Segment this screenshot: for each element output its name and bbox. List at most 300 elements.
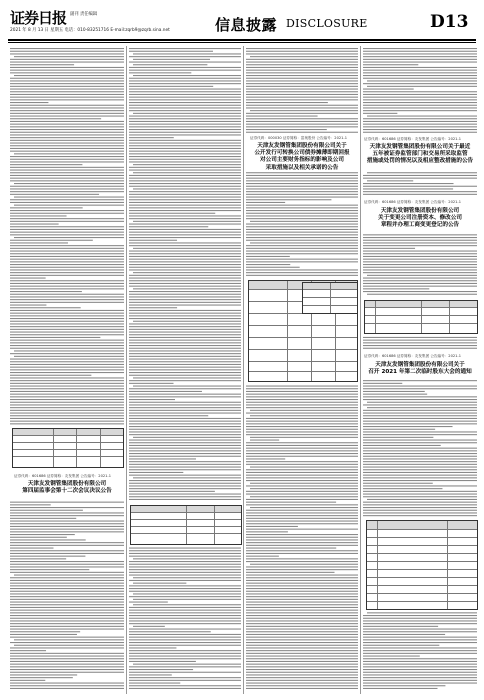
text-line — [363, 278, 477, 279]
text-line — [129, 472, 183, 473]
text-line — [129, 429, 241, 430]
text-line — [129, 261, 241, 262]
text-line — [10, 156, 124, 157]
text-line — [129, 361, 241, 362]
text-line — [10, 599, 124, 600]
text-line — [10, 145, 124, 146]
text-line — [246, 213, 358, 214]
text-line — [363, 488, 442, 489]
text-line — [129, 310, 241, 311]
text-line — [129, 359, 241, 360]
text-line — [246, 124, 358, 125]
text-line — [246, 388, 358, 389]
text-line — [250, 242, 358, 243]
text-line — [129, 110, 241, 111]
text-line — [363, 175, 477, 176]
text-line — [129, 610, 241, 611]
text-line — [246, 121, 358, 122]
text-line — [10, 178, 124, 179]
text-line — [14, 183, 124, 184]
text-line — [363, 631, 477, 632]
text-line — [246, 612, 358, 613]
text-line — [10, 137, 124, 138]
text-line — [129, 153, 241, 154]
text-line — [10, 591, 124, 592]
text-line — [129, 161, 241, 162]
text-line — [363, 259, 477, 260]
text-line — [10, 642, 124, 643]
text-line — [129, 688, 241, 689]
text-line — [129, 666, 241, 667]
text-line — [10, 305, 46, 306]
text-line — [129, 218, 241, 219]
section-title: 信息披露 — [215, 16, 278, 34]
text-line — [10, 367, 124, 368]
text-line — [10, 410, 124, 411]
text-line — [129, 639, 241, 640]
text-line — [10, 253, 124, 254]
text-line — [129, 418, 241, 419]
text-line — [14, 56, 124, 57]
text-line — [129, 461, 241, 462]
text-line — [129, 99, 241, 100]
text-line — [363, 620, 477, 621]
text-line — [10, 688, 124, 689]
text-line — [10, 386, 124, 387]
text-line — [363, 124, 477, 125]
text-line — [246, 453, 358, 454]
text-line — [246, 553, 358, 554]
text-line — [129, 488, 241, 489]
text-line — [246, 396, 358, 397]
text-line — [129, 156, 241, 157]
text-line — [129, 410, 241, 411]
text-line — [10, 332, 124, 333]
text-line — [246, 426, 358, 427]
text-line — [363, 280, 477, 281]
text-line — [129, 202, 241, 203]
text-line — [14, 205, 124, 206]
text-line — [129, 620, 241, 621]
text-line — [129, 661, 196, 662]
text-line — [246, 653, 358, 654]
text-line — [363, 440, 477, 441]
text-line — [10, 259, 124, 260]
text-line — [250, 440, 279, 441]
text-line — [10, 556, 85, 557]
text-line — [129, 607, 241, 608]
text-line — [10, 615, 124, 616]
text-line — [363, 267, 477, 268]
text-line — [10, 415, 124, 416]
text-line — [246, 504, 358, 505]
text-line — [10, 302, 124, 303]
text-line — [246, 256, 290, 257]
text-line — [363, 404, 477, 405]
text-line — [10, 396, 124, 397]
text-line — [129, 650, 241, 651]
text-line — [10, 191, 124, 192]
proposal-table — [366, 520, 478, 610]
text-line — [129, 269, 241, 270]
text-line — [129, 286, 241, 287]
text-line — [363, 97, 477, 98]
text-line — [363, 423, 477, 424]
text-line — [363, 637, 477, 638]
text-line — [10, 531, 124, 532]
text-line — [129, 197, 241, 198]
text-line — [246, 240, 358, 241]
text-line — [363, 59, 477, 60]
text-line — [246, 469, 358, 470]
text-line — [10, 291, 82, 292]
text-line — [129, 353, 241, 354]
text-line — [10, 334, 124, 335]
text-line — [246, 674, 358, 675]
text-line — [129, 56, 241, 57]
text-line — [133, 221, 241, 222]
text-line — [363, 502, 477, 503]
text-line — [363, 105, 477, 106]
text-line — [363, 504, 477, 505]
text-line — [129, 402, 241, 403]
text-line — [250, 56, 358, 57]
text-line — [133, 558, 241, 559]
text-line — [363, 126, 477, 127]
text-line — [10, 666, 124, 667]
text-line — [250, 437, 358, 438]
text-line — [10, 294, 124, 295]
text-line — [129, 334, 241, 335]
text-line — [129, 372, 241, 373]
text-line — [246, 618, 358, 619]
text-line — [363, 67, 477, 68]
text-line — [133, 248, 241, 249]
text-line — [363, 121, 477, 122]
text-line — [133, 604, 241, 605]
text-line — [129, 72, 191, 73]
text-line — [10, 348, 124, 349]
text-line — [246, 51, 358, 52]
text-line — [129, 167, 241, 168]
text-line — [246, 548, 336, 549]
text-line — [129, 680, 241, 681]
text-line — [246, 83, 358, 84]
announcement-title: 天津友发钢管集团股份有限公司关于最近 五年被证券监管部门和交易所采取监管 措施或处罚的情况以及相应整改措施的公告 — [366, 144, 474, 165]
text-line — [129, 658, 241, 659]
text-line — [363, 72, 477, 73]
text-line — [129, 62, 241, 63]
text-line — [129, 553, 241, 554]
text-line — [363, 418, 477, 419]
text-line — [363, 512, 477, 513]
text-line — [250, 221, 358, 222]
text-line — [246, 494, 358, 495]
text-line — [10, 588, 124, 589]
text-line — [14, 197, 124, 198]
text-line — [363, 669, 477, 670]
text-line — [10, 523, 124, 524]
text-line — [363, 456, 477, 457]
text-line — [129, 191, 241, 192]
text-line — [246, 575, 358, 576]
text-line — [10, 326, 124, 327]
text-line — [246, 118, 358, 119]
text-line — [129, 399, 175, 400]
text-line — [129, 413, 241, 414]
text-line — [10, 232, 124, 233]
text-line — [367, 86, 477, 87]
text-line — [10, 129, 124, 130]
text-line — [246, 642, 358, 643]
text-line — [14, 645, 124, 646]
text-line — [246, 515, 358, 516]
text-line — [10, 121, 124, 122]
text-line — [129, 102, 241, 103]
text-line — [246, 429, 358, 430]
text-line — [133, 377, 241, 378]
text-line — [246, 458, 285, 459]
text-line — [10, 89, 124, 90]
text-line — [129, 183, 241, 184]
text-line — [246, 688, 358, 689]
text-line — [129, 151, 241, 152]
text-line — [10, 323, 124, 324]
announcement-code-line: 证券代码：601686 证券简称：友发集团 公告编号：2021-1 — [14, 474, 112, 478]
text-line — [246, 531, 288, 532]
text-line — [10, 564, 124, 565]
text-line — [363, 639, 477, 640]
text-line — [363, 666, 477, 667]
text-line — [10, 413, 124, 414]
text-line — [10, 199, 124, 200]
text-line — [363, 664, 477, 665]
text-line — [246, 456, 358, 457]
newspaper-logo: 证券日报 — [10, 9, 67, 27]
announcement-code-line: 证券代码：000030 证券简称：富奥股份 公告编号：2021-1 — [250, 136, 348, 140]
text-line — [246, 450, 358, 451]
text-line — [10, 172, 124, 173]
text-line — [246, 577, 358, 578]
text-line — [363, 431, 477, 432]
text-line — [246, 129, 327, 130]
text-line — [129, 475, 241, 476]
text-line — [129, 240, 177, 241]
text-line — [129, 342, 241, 343]
text-line — [10, 80, 124, 81]
text-line — [246, 588, 358, 589]
text-line — [363, 256, 477, 257]
text-line — [246, 210, 358, 211]
text-line — [246, 591, 358, 592]
text-line — [129, 70, 241, 71]
text-line — [10, 593, 124, 594]
text-line — [367, 116, 477, 117]
text-line — [10, 383, 124, 384]
text-line — [10, 313, 124, 314]
text-line — [10, 53, 124, 54]
text-line — [246, 658, 358, 659]
text-line — [246, 510, 358, 511]
text-line — [129, 572, 241, 573]
text-line — [133, 477, 241, 478]
text-line — [129, 143, 241, 144]
text-line — [129, 194, 241, 195]
text-line — [129, 591, 241, 592]
text-line — [10, 213, 124, 214]
text-line — [10, 526, 124, 527]
text-line — [10, 188, 124, 189]
text-line — [10, 515, 124, 516]
text-line — [129, 653, 241, 654]
text-line — [10, 361, 124, 362]
text-line — [246, 680, 358, 681]
text-line — [367, 275, 477, 276]
text-line — [246, 561, 358, 562]
text-line — [133, 75, 241, 76]
announcement-title: 天津友发钢管集团股份有限公司 关于变更公司注册资本、修改公司 章程并办理工商变更登记的公告 — [378, 208, 462, 229]
announcement-title: 天津友发钢管集团股份有限公司 第四届监事会第十二次会议决议公告 — [22, 481, 112, 495]
text-line — [10, 272, 124, 273]
text-line — [363, 396, 477, 397]
text-line — [363, 83, 477, 84]
text-line — [246, 418, 358, 419]
text-line — [129, 199, 241, 200]
text-line — [246, 523, 358, 524]
text-line — [10, 269, 124, 270]
text-line — [129, 326, 241, 327]
text-line — [129, 356, 241, 357]
text-line — [363, 650, 477, 651]
text-line — [363, 469, 477, 470]
text-line — [246, 445, 358, 446]
text-line — [363, 688, 437, 689]
text-line — [246, 464, 358, 465]
text-line — [129, 369, 241, 370]
text-line — [367, 294, 477, 295]
text-line — [363, 53, 477, 54]
text-line — [246, 172, 358, 173]
date-contact-line: 2021 年 8 月 13 日 星期五 电话：010-83251716 E-mail:zqrb9@zqrb.sina.net — [10, 28, 170, 33]
text-line — [246, 248, 358, 249]
text-line — [10, 186, 124, 187]
text-line — [363, 453, 477, 454]
text-line — [363, 283, 477, 284]
text-line — [246, 423, 358, 424]
text-line — [129, 97, 241, 98]
text-line — [10, 661, 124, 662]
text-line — [363, 437, 433, 438]
text-line — [363, 461, 477, 462]
text-line — [10, 337, 100, 338]
text-line — [10, 550, 124, 551]
text-line — [10, 107, 124, 108]
text-line — [129, 685, 241, 686]
text-line — [10, 507, 124, 508]
text-line — [10, 377, 124, 378]
text-line — [363, 337, 477, 338]
text-line — [363, 188, 453, 189]
text-line — [129, 494, 241, 495]
text-line — [129, 450, 241, 451]
text-line — [246, 80, 358, 81]
text-line — [129, 499, 241, 500]
text-line — [10, 218, 124, 219]
text-line — [129, 83, 241, 84]
text-line — [246, 602, 358, 603]
text-line — [250, 110, 358, 111]
text-line — [246, 556, 279, 557]
text-line — [10, 110, 124, 111]
text-line — [363, 48, 477, 49]
text-line — [363, 647, 477, 648]
text-line — [363, 494, 477, 495]
text-line — [246, 539, 358, 540]
text-line — [129, 67, 241, 68]
text-line — [129, 283, 241, 284]
text-line — [129, 340, 241, 341]
text-line — [129, 80, 241, 81]
text-line — [10, 221, 124, 222]
text-line — [129, 180, 241, 181]
text-line — [363, 234, 477, 235]
text-line — [10, 602, 124, 603]
text-line — [10, 72, 124, 73]
text-line — [10, 669, 124, 670]
text-line — [10, 251, 124, 252]
text-line — [10, 388, 124, 389]
text-line — [246, 475, 358, 476]
editor-line: 副刊 责任编辑 — [70, 12, 98, 17]
text-line — [246, 623, 358, 624]
text-line — [363, 99, 477, 100]
text-line — [129, 364, 241, 365]
text-line — [10, 380, 124, 381]
text-line — [10, 105, 124, 106]
text-line — [129, 556, 241, 557]
text-line — [129, 78, 241, 79]
text-line — [129, 237, 241, 238]
text-line — [10, 342, 124, 343]
text-line — [363, 658, 477, 659]
text-line — [363, 642, 477, 643]
text-line — [10, 404, 124, 405]
text-line — [363, 618, 477, 619]
text-line — [129, 302, 241, 303]
text-line — [10, 545, 124, 546]
text-line — [363, 191, 477, 192]
text-line — [246, 48, 358, 49]
text-line — [10, 512, 124, 513]
text-line — [246, 499, 358, 500]
text-line — [246, 102, 328, 103]
text-line — [246, 215, 358, 216]
text-line — [246, 251, 358, 252]
text-line — [133, 164, 241, 165]
text-line — [129, 137, 174, 138]
text-line — [10, 569, 89, 570]
text-line — [129, 178, 241, 179]
text-line — [246, 518, 358, 519]
text-line — [14, 356, 124, 357]
text-line — [129, 453, 241, 454]
text-line — [129, 210, 241, 211]
text-line — [129, 256, 241, 257]
text-line — [363, 291, 477, 292]
text-line — [363, 629, 477, 630]
text-line — [10, 62, 124, 63]
text-line — [129, 234, 241, 235]
